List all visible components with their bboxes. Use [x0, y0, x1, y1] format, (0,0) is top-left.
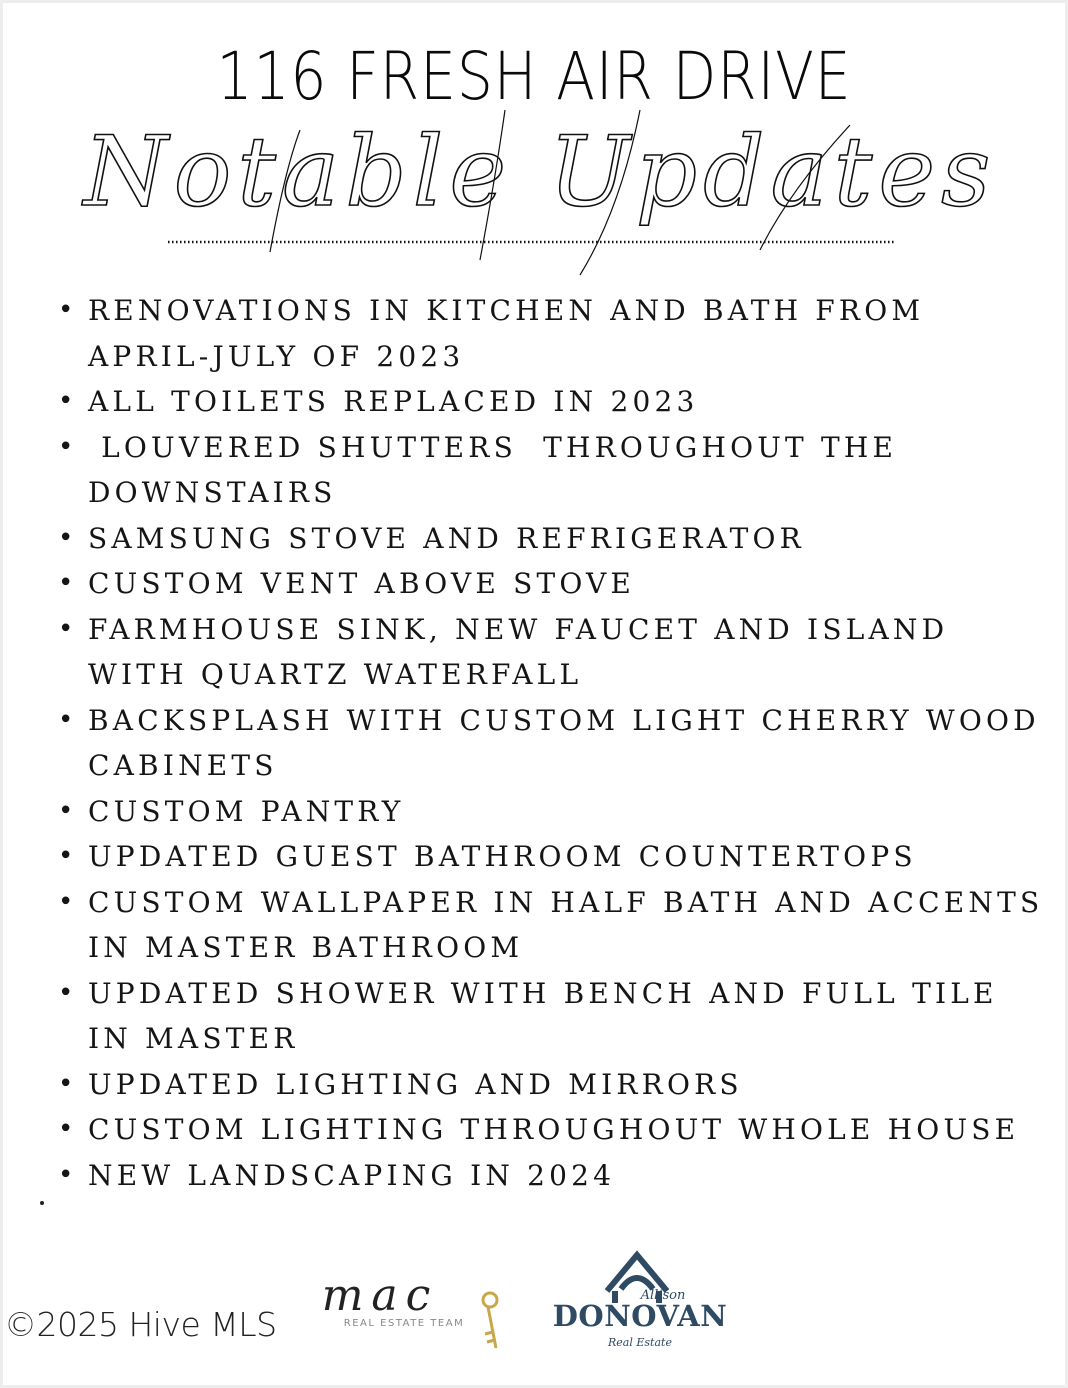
- copyright-notice: ©2025 Hive MLS: [4, 1305, 277, 1344]
- list-item: • LOUVERED SHUTTERS THROUGHOUT THE DOWNSTAIRS: [58, 425, 1048, 516]
- mac-real-estate-team-logo: [320, 1270, 510, 1356]
- list-item: • ALL TOILETS REPLACED IN 2023: [58, 379, 1048, 425]
- list-item: • UPDATED GUEST BATHROOM COUNTERTOPS: [58, 834, 1048, 880]
- list-item: • BACKSPLASH WITH CUSTOM LIGHT CHERRY WOOD CABINETS: [58, 698, 1048, 789]
- list-item: • SAMSUNG STOVE AND REFRIGERATOR: [58, 516, 1048, 562]
- donovan-tagline: Real Estate: [608, 1336, 672, 1349]
- mac-tagline: REAL ESTATE TEAM: [343, 1318, 465, 1329]
- key-icon: [483, 1293, 497, 1348]
- list-item: • CUSTOM PANTRY: [58, 789, 1048, 835]
- notable-updates-script-title: [83, 100, 997, 285]
- list-item: • CUSTOM LIGHTING THROUGHOUT WHOLE HOUSE: [58, 1107, 1048, 1153]
- allison-donovan-real-estate-logo: [535, 1245, 745, 1355]
- list-item: • CUSTOM VENT ABOVE STOVE: [58, 561, 1048, 607]
- list-item: • RENOVATIONS IN KITCHEN AND BATH FROM APRIL-JULY OF 2023: [58, 288, 1048, 379]
- list-item: • UPDATED SHOWER WITH BENCH AND FULL TILE IN MASTER: [58, 971, 1048, 1062]
- list-item: • FARMHOUSE SINK, NEW FAUCET AND ISLAND WITH QUARTZ WATERFALL: [58, 607, 1048, 698]
- list-item: • CUSTOM WALLPAPER IN HALF BATH AND ACCENTS IN MASTER BATHROOM: [58, 880, 1048, 971]
- property-address-title: 116 FRESH AIR DRIVE: [216, 38, 852, 115]
- updates-list: [58, 288, 1057, 1198]
- donovan-name: DONOVAN: [552, 1299, 728, 1333]
- script-title-text: Notable Updates: [83, 116, 997, 228]
- stray-dot: [40, 1201, 44, 1205]
- list-item: • UPDATED LIGHTING AND MIRRORS: [58, 1062, 1048, 1108]
- donovan-script: Allison: [640, 1288, 686, 1303]
- mac-wordmark: mac: [321, 1270, 439, 1321]
- list-item: • NEW LANDSCAPING IN 2024: [58, 1153, 1048, 1199]
